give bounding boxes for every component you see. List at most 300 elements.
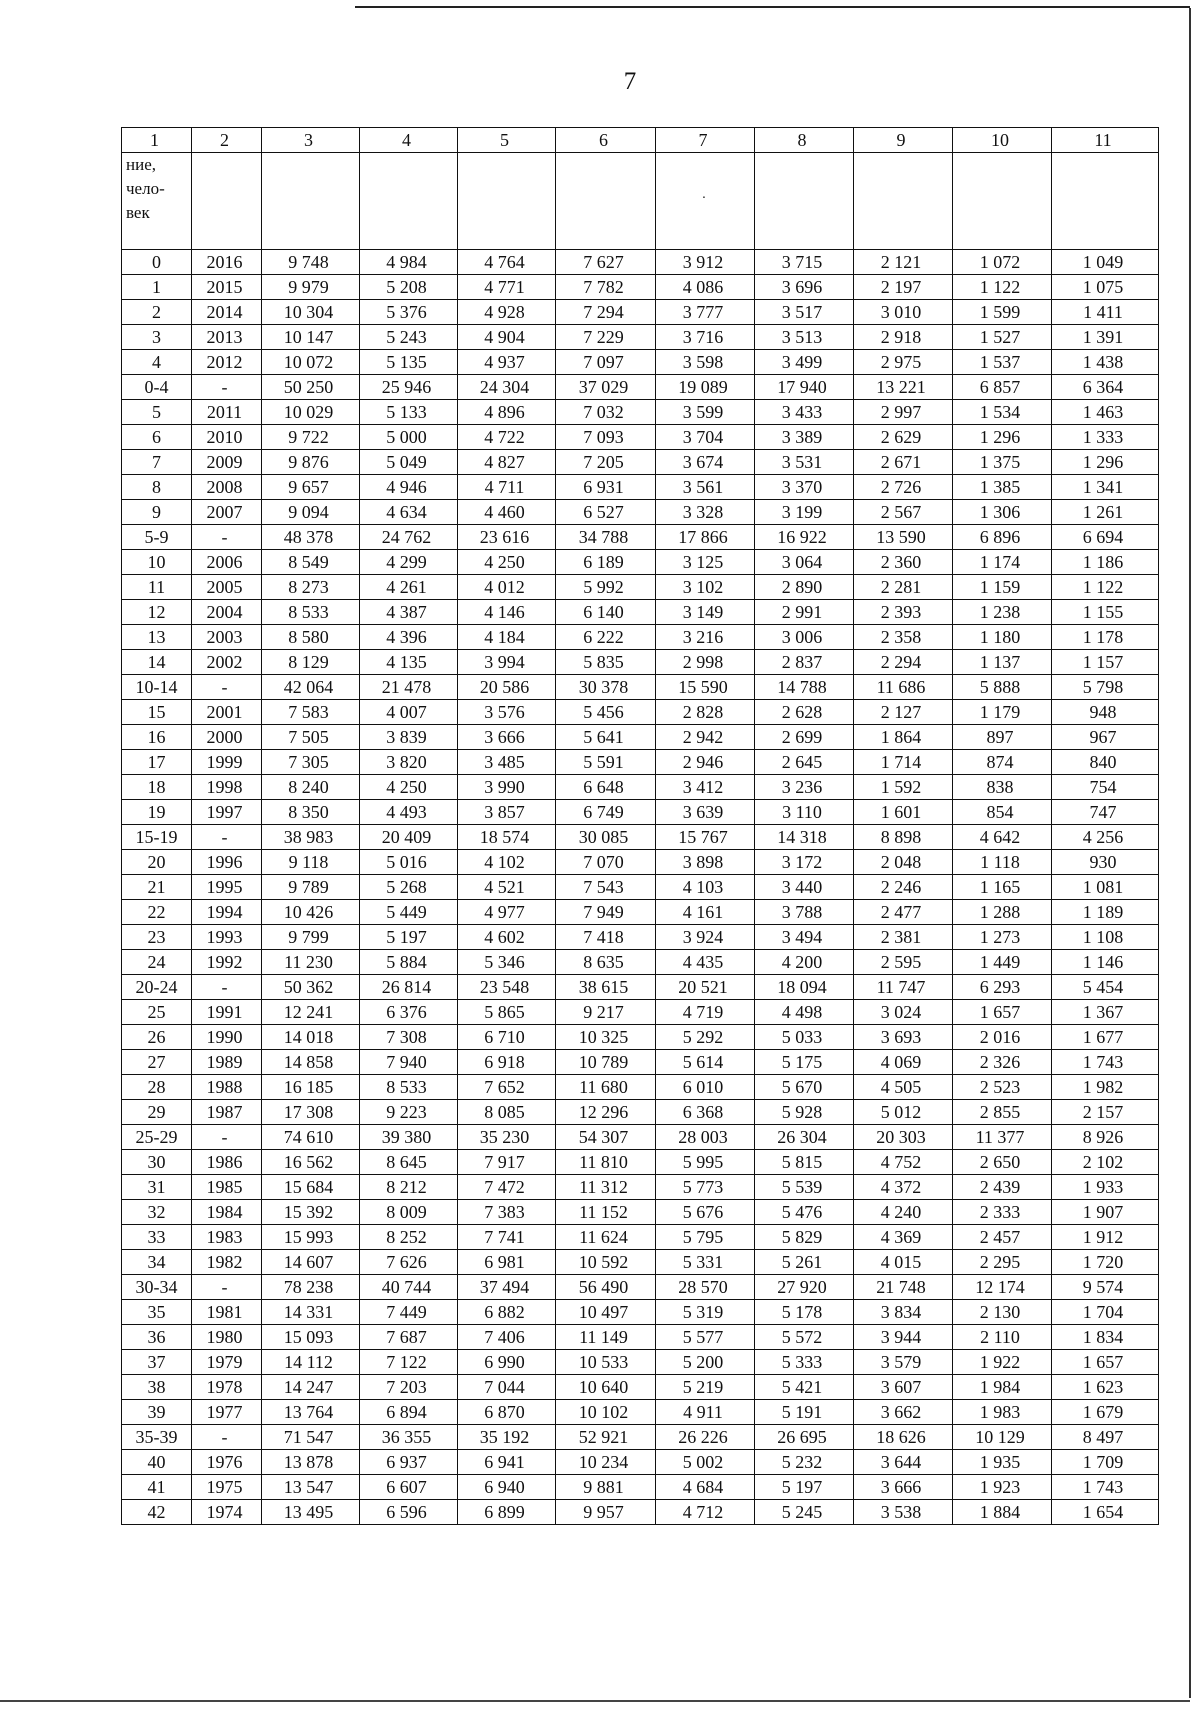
value-cell: 9 722 (262, 425, 360, 450)
table-row (122, 1100, 1159, 1125)
birth-year-cell: 2006 (192, 550, 262, 575)
value-cell: 2 726 (854, 475, 953, 500)
value-cell: 14 788 (755, 675, 854, 700)
value-cell: 3 639 (656, 800, 755, 825)
value-cell: 4 012 (458, 575, 556, 600)
value-cell: 4 161 (656, 900, 755, 925)
value-cell: 8 129 (262, 650, 360, 675)
value-cell: 52 921 (556, 1425, 656, 1450)
value-cell: 8 898 (854, 825, 953, 850)
value-cell: 4 299 (360, 550, 458, 575)
birth-year-cell: - (192, 1275, 262, 1300)
value-cell: 5 016 (360, 850, 458, 875)
table-row (122, 550, 1159, 575)
birth-year-cell: 2000 (192, 725, 262, 750)
value-cell: 5 995 (656, 1150, 755, 1175)
value-cell: 10 789 (556, 1050, 656, 1075)
value-cell: 7 543 (556, 875, 656, 900)
value-cell: 14 858 (262, 1050, 360, 1075)
value-cell: 3 704 (656, 425, 755, 450)
value-cell: 1 714 (854, 750, 953, 775)
value-cell: 3 216 (656, 625, 755, 650)
value-cell: 2 130 (953, 1300, 1052, 1325)
value-cell: 4 684 (656, 1475, 755, 1500)
value-cell: 37 494 (458, 1275, 556, 1300)
value-cell: 2 998 (656, 650, 755, 675)
value-cell: 10 129 (953, 1425, 1052, 1450)
value-cell: 6 527 (556, 500, 656, 525)
value-cell: 2 457 (953, 1225, 1052, 1250)
birth-year-cell: 1995 (192, 875, 262, 900)
value-cell: 2 991 (755, 600, 854, 625)
birth-year-cell: 1992 (192, 950, 262, 975)
value-cell: 3 834 (854, 1300, 953, 1325)
birth-year-cell: 2001 (192, 700, 262, 725)
value-cell: 8 580 (262, 625, 360, 650)
birth-year-cell: 1998 (192, 775, 262, 800)
value-cell: 8 533 (262, 600, 360, 625)
value-cell: 4 387 (360, 600, 458, 625)
value-cell: 5 049 (360, 450, 458, 475)
value-cell: 8 926 (1052, 1125, 1159, 1150)
column-number: 4 (360, 128, 458, 153)
value-cell: 23 616 (458, 525, 556, 550)
value-cell: 5 888 (953, 675, 1052, 700)
value-cell: 74 610 (262, 1125, 360, 1150)
value-cell: 1 657 (1052, 1350, 1159, 1375)
value-cell: 3 788 (755, 900, 854, 925)
value-cell: 8 212 (360, 1175, 458, 1200)
value-cell: 1 438 (1052, 350, 1159, 375)
age-cell: 26 (122, 1025, 192, 1050)
age-group-total-row (122, 975, 1159, 1000)
table-row (122, 1000, 1159, 1025)
value-cell: 14 607 (262, 1250, 360, 1275)
value-cell: 3 662 (854, 1400, 953, 1425)
table-row (122, 1075, 1159, 1100)
value-cell: 2 890 (755, 575, 854, 600)
value-cell: 8 533 (360, 1075, 458, 1100)
value-cell: 15 392 (262, 1200, 360, 1225)
value-cell: 1 186 (1052, 550, 1159, 575)
value-cell: 5 208 (360, 275, 458, 300)
birth-year-cell: 2016 (192, 250, 262, 275)
birth-year-cell: 1991 (192, 1000, 262, 1025)
birth-year-cell: 1976 (192, 1450, 262, 1475)
value-cell: 747 (1052, 800, 1159, 825)
table-row (122, 1500, 1159, 1525)
value-cell: 3 412 (656, 775, 755, 800)
table-row (122, 1350, 1159, 1375)
value-cell: 20 586 (458, 675, 556, 700)
value-cell: 1 527 (953, 325, 1052, 350)
table-row (122, 450, 1159, 475)
value-cell: 78 238 (262, 1275, 360, 1300)
value-cell: 5 884 (360, 950, 458, 975)
birth-year-cell: 1978 (192, 1375, 262, 1400)
value-cell: 26 226 (656, 1425, 755, 1450)
age-cell: 24 (122, 950, 192, 975)
table-row (122, 1150, 1159, 1175)
birth-year-cell: 2005 (192, 575, 262, 600)
value-cell: 7 652 (458, 1075, 556, 1100)
value-cell: 20 303 (854, 1125, 953, 1150)
value-cell: 1 923 (953, 1475, 1052, 1500)
value-cell: 35 230 (458, 1125, 556, 1150)
value-cell: 1 108 (1052, 925, 1159, 950)
value-cell: 9 979 (262, 275, 360, 300)
value-cell: 4 896 (458, 400, 556, 425)
value-cell: 10 304 (262, 300, 360, 325)
age-cell: 35-39 (122, 1425, 192, 1450)
value-cell: 3 857 (458, 800, 556, 825)
age-cell: 1 (122, 275, 192, 300)
birth-year-cell: 2008 (192, 475, 262, 500)
value-cell: 2 975 (854, 350, 953, 375)
value-cell: 5 268 (360, 875, 458, 900)
age-cell: 15 (122, 700, 192, 725)
table-row (122, 1050, 1159, 1075)
birth-year-cell: 1996 (192, 850, 262, 875)
value-cell: 3 440 (755, 875, 854, 900)
value-cell: 1 367 (1052, 1000, 1159, 1025)
value-cell: 2 281 (854, 575, 953, 600)
value-cell: 9 789 (262, 875, 360, 900)
value-cell: 5 815 (755, 1150, 854, 1175)
value-cell: 5 449 (360, 900, 458, 925)
age-cell: 25 (122, 1000, 192, 1025)
age-cell: 30 (122, 1150, 192, 1175)
value-cell: 3 576 (458, 700, 556, 725)
table-row (122, 1400, 1159, 1425)
value-cell: 23 548 (458, 975, 556, 1000)
value-cell: 5 992 (556, 575, 656, 600)
value-cell: 1 704 (1052, 1300, 1159, 1325)
table-row (122, 350, 1159, 375)
value-cell: 3 389 (755, 425, 854, 450)
age-group-total-row (122, 675, 1159, 700)
value-cell: 10 533 (556, 1350, 656, 1375)
value-cell: 38 615 (556, 975, 656, 1000)
value-cell: 3 370 (755, 475, 854, 500)
value-cell: 2 918 (854, 325, 953, 350)
value-cell: 3 172 (755, 850, 854, 875)
value-cell: 3 538 (854, 1500, 953, 1525)
scan-edge-top (355, 6, 1190, 8)
table-row (122, 900, 1159, 925)
value-cell: 4 752 (854, 1150, 953, 1175)
age-cell: 0-4 (122, 375, 192, 400)
column-number: 8 (755, 128, 854, 153)
value-cell: 7 294 (556, 300, 656, 325)
age-cell: 25-29 (122, 1125, 192, 1150)
value-cell: 6 189 (556, 550, 656, 575)
value-cell: 6 918 (458, 1050, 556, 1075)
value-cell: 4 069 (854, 1050, 953, 1075)
value-cell: 7 687 (360, 1325, 458, 1350)
value-cell: 3 110 (755, 800, 854, 825)
value-cell: 3 777 (656, 300, 755, 325)
value-cell: 5 000 (360, 425, 458, 450)
value-cell: 2 016 (953, 1025, 1052, 1050)
value-cell: 1 463 (1052, 400, 1159, 425)
age-cell: 5-9 (122, 525, 192, 550)
value-cell: 6 940 (458, 1475, 556, 1500)
table-row (122, 325, 1159, 350)
age-cell: 36 (122, 1325, 192, 1350)
value-cell: 11 747 (854, 975, 953, 1000)
value-cell: 7 782 (556, 275, 656, 300)
value-cell: 6 937 (360, 1450, 458, 1475)
value-cell: 1 081 (1052, 875, 1159, 900)
value-cell: 3 494 (755, 925, 854, 950)
value-cell: 5 219 (656, 1375, 755, 1400)
value-cell: 3 024 (854, 1000, 953, 1025)
age-cell: 31 (122, 1175, 192, 1200)
value-cell: 3 912 (656, 250, 755, 275)
value-cell: 9 748 (262, 250, 360, 275)
birth-year-cell: 2013 (192, 325, 262, 350)
value-cell: 21 748 (854, 1275, 953, 1300)
value-cell: 4 256 (1052, 825, 1159, 850)
value-cell: 9 657 (262, 475, 360, 500)
value-cell: 10 426 (262, 900, 360, 925)
value-cell: 5 133 (360, 400, 458, 425)
value-cell: 4 435 (656, 950, 755, 975)
value-cell: 897 (953, 725, 1052, 750)
age-cell: 41 (122, 1475, 192, 1500)
value-cell: 1 296 (1052, 450, 1159, 475)
value-cell: 2 110 (953, 1325, 1052, 1350)
value-cell: 5 135 (360, 350, 458, 375)
value-cell: 7 627 (556, 250, 656, 275)
value-cell: 5 243 (360, 325, 458, 350)
value-cell: 7 583 (262, 700, 360, 725)
table-row (122, 400, 1159, 425)
value-cell: 2 629 (854, 425, 953, 450)
value-cell: 1 072 (953, 250, 1052, 275)
age-cell: 32 (122, 1200, 192, 1225)
table-row (122, 600, 1159, 625)
table-row (122, 1225, 1159, 1250)
value-cell: 13 495 (262, 1500, 360, 1525)
value-cell: 11 377 (953, 1125, 1052, 1150)
value-cell: 2 477 (854, 900, 953, 925)
age-cell: 5 (122, 400, 192, 425)
value-cell: 1 157 (1052, 650, 1159, 675)
value-cell: 2 295 (953, 1250, 1052, 1275)
column-number: 1 (122, 128, 192, 153)
value-cell: 1 179 (953, 700, 1052, 725)
value-cell: 9 094 (262, 500, 360, 525)
value-cell: 2 333 (953, 1200, 1052, 1225)
birth-year-cell: 1983 (192, 1225, 262, 1250)
value-cell: 1 743 (1052, 1050, 1159, 1075)
value-cell: 5 641 (556, 725, 656, 750)
value-cell: 50 250 (262, 375, 360, 400)
value-cell: 7 093 (556, 425, 656, 450)
value-cell: 2 699 (755, 725, 854, 750)
table-row (122, 1175, 1159, 1200)
birth-year-cell: - (192, 1425, 262, 1450)
value-cell: 35 192 (458, 1425, 556, 1450)
value-cell: 1 075 (1052, 275, 1159, 300)
table-row (122, 475, 1159, 500)
value-cell: 5 591 (556, 750, 656, 775)
value-cell: 1 122 (1052, 575, 1159, 600)
value-cell: 16 562 (262, 1150, 360, 1175)
value-cell: 2 942 (656, 725, 755, 750)
age-group-total-row (122, 375, 1159, 400)
value-cell: 2 157 (1052, 1100, 1159, 1125)
value-cell: 5 928 (755, 1100, 854, 1125)
empty-header-cell (1052, 153, 1159, 250)
value-cell: 14 018 (262, 1025, 360, 1050)
value-cell: 1 049 (1052, 250, 1159, 275)
value-cell: 6 896 (953, 525, 1052, 550)
value-cell: 7 383 (458, 1200, 556, 1225)
value-cell: 3 598 (656, 350, 755, 375)
age-cell: 12 (122, 600, 192, 625)
age-cell: 10 (122, 550, 192, 575)
table-row (122, 1450, 1159, 1475)
value-cell: 1 449 (953, 950, 1052, 975)
value-cell: 12 241 (262, 1000, 360, 1025)
value-cell: 1 238 (953, 600, 1052, 625)
value-cell: 2 393 (854, 600, 953, 625)
column-number: 7 (656, 128, 755, 153)
value-cell: 2 946 (656, 750, 755, 775)
value-cell: 967 (1052, 725, 1159, 750)
value-cell: 4 911 (656, 1400, 755, 1425)
value-cell: 7 505 (262, 725, 360, 750)
value-cell: 2 628 (755, 700, 854, 725)
age-cell: 11 (122, 575, 192, 600)
value-cell: 4 200 (755, 950, 854, 975)
value-cell: 7 203 (360, 1375, 458, 1400)
value-cell: 14 247 (262, 1375, 360, 1400)
birth-year-cell: 2002 (192, 650, 262, 675)
empty-header-cell (262, 153, 360, 250)
table-row (122, 500, 1159, 525)
value-cell: 13 547 (262, 1475, 360, 1500)
value-cell: 34 788 (556, 525, 656, 550)
value-cell: 7 097 (556, 350, 656, 375)
value-cell: 1 288 (953, 900, 1052, 925)
value-cell: 10 234 (556, 1450, 656, 1475)
value-cell: 4 634 (360, 500, 458, 525)
value-cell: 838 (953, 775, 1052, 800)
value-cell: 14 112 (262, 1350, 360, 1375)
value-cell: 1 864 (854, 725, 953, 750)
value-cell: 6 293 (953, 975, 1052, 1000)
age-cell: 40 (122, 1450, 192, 1475)
table-row (122, 1025, 1159, 1050)
value-cell: 30 378 (556, 675, 656, 700)
value-cell: 1 146 (1052, 950, 1159, 975)
value-cell: 930 (1052, 850, 1159, 875)
age-cell: 23 (122, 925, 192, 950)
value-cell: 9 118 (262, 850, 360, 875)
value-cell: 2 294 (854, 650, 953, 675)
empty-header-cell (854, 153, 953, 250)
value-cell: 5 191 (755, 1400, 854, 1425)
value-cell: 8 240 (262, 775, 360, 800)
value-cell: 1 907 (1052, 1200, 1159, 1225)
value-cell: 2 645 (755, 750, 854, 775)
value-cell: 5 319 (656, 1300, 755, 1325)
value-cell: 3 607 (854, 1375, 953, 1400)
value-cell: 1 720 (1052, 1250, 1159, 1275)
table-row (122, 925, 1159, 950)
age-cell: 13 (122, 625, 192, 650)
value-cell: 9 223 (360, 1100, 458, 1125)
value-cell: 6 882 (458, 1300, 556, 1325)
value-cell: 7 449 (360, 1300, 458, 1325)
value-cell: 1 159 (953, 575, 1052, 600)
header-continuation-text: ние, чело- век (126, 155, 165, 222)
value-cell: 11 810 (556, 1150, 656, 1175)
birth-year-cell: - (192, 825, 262, 850)
value-cell: 40 744 (360, 1275, 458, 1300)
value-cell: 17 308 (262, 1100, 360, 1125)
age-cell: 15-19 (122, 825, 192, 850)
column-number: 2 (192, 128, 262, 153)
value-cell: 4 711 (458, 475, 556, 500)
value-cell: 1 174 (953, 550, 1052, 575)
value-cell: 18 626 (854, 1425, 953, 1450)
value-cell: 2 127 (854, 700, 953, 725)
value-cell: 3 944 (854, 1325, 953, 1350)
value-cell: 1 592 (854, 775, 953, 800)
value-cell: 3 006 (755, 625, 854, 650)
value-cell: 2 828 (656, 700, 755, 725)
value-cell: 11 680 (556, 1075, 656, 1100)
birth-year-cell: 2009 (192, 450, 262, 475)
value-cell: 7 205 (556, 450, 656, 475)
value-cell: 4 827 (458, 450, 556, 475)
value-cell: 6 981 (458, 1250, 556, 1275)
table-row (122, 875, 1159, 900)
age-cell: 17 (122, 750, 192, 775)
value-cell: 4 984 (360, 250, 458, 275)
value-cell: 28 003 (656, 1125, 755, 1150)
column-number-row (122, 128, 1159, 153)
value-cell: 5 197 (755, 1475, 854, 1500)
age-group-total-row (122, 1275, 1159, 1300)
value-cell: 6 222 (556, 625, 656, 650)
value-cell: 9 217 (556, 1000, 656, 1025)
value-cell: 8 635 (556, 950, 656, 975)
age-cell: 16 (122, 725, 192, 750)
birth-year-cell: - (192, 675, 262, 700)
value-cell: 7 032 (556, 400, 656, 425)
value-cell: 18 094 (755, 975, 854, 1000)
empty-header-cell (953, 153, 1052, 250)
value-cell: 4 904 (458, 325, 556, 350)
value-cell: 26 814 (360, 975, 458, 1000)
value-cell: 17 940 (755, 375, 854, 400)
value-cell: 14 318 (755, 825, 854, 850)
column-number: 3 (262, 128, 360, 153)
empty-header-cell (458, 153, 556, 250)
value-cell: 5 033 (755, 1025, 854, 1050)
birth-year-cell: 2012 (192, 350, 262, 375)
value-cell: 4 764 (458, 250, 556, 275)
value-cell: 1 834 (1052, 1325, 1159, 1350)
value-cell: 4 103 (656, 875, 755, 900)
value-cell: 2 855 (953, 1100, 1052, 1125)
